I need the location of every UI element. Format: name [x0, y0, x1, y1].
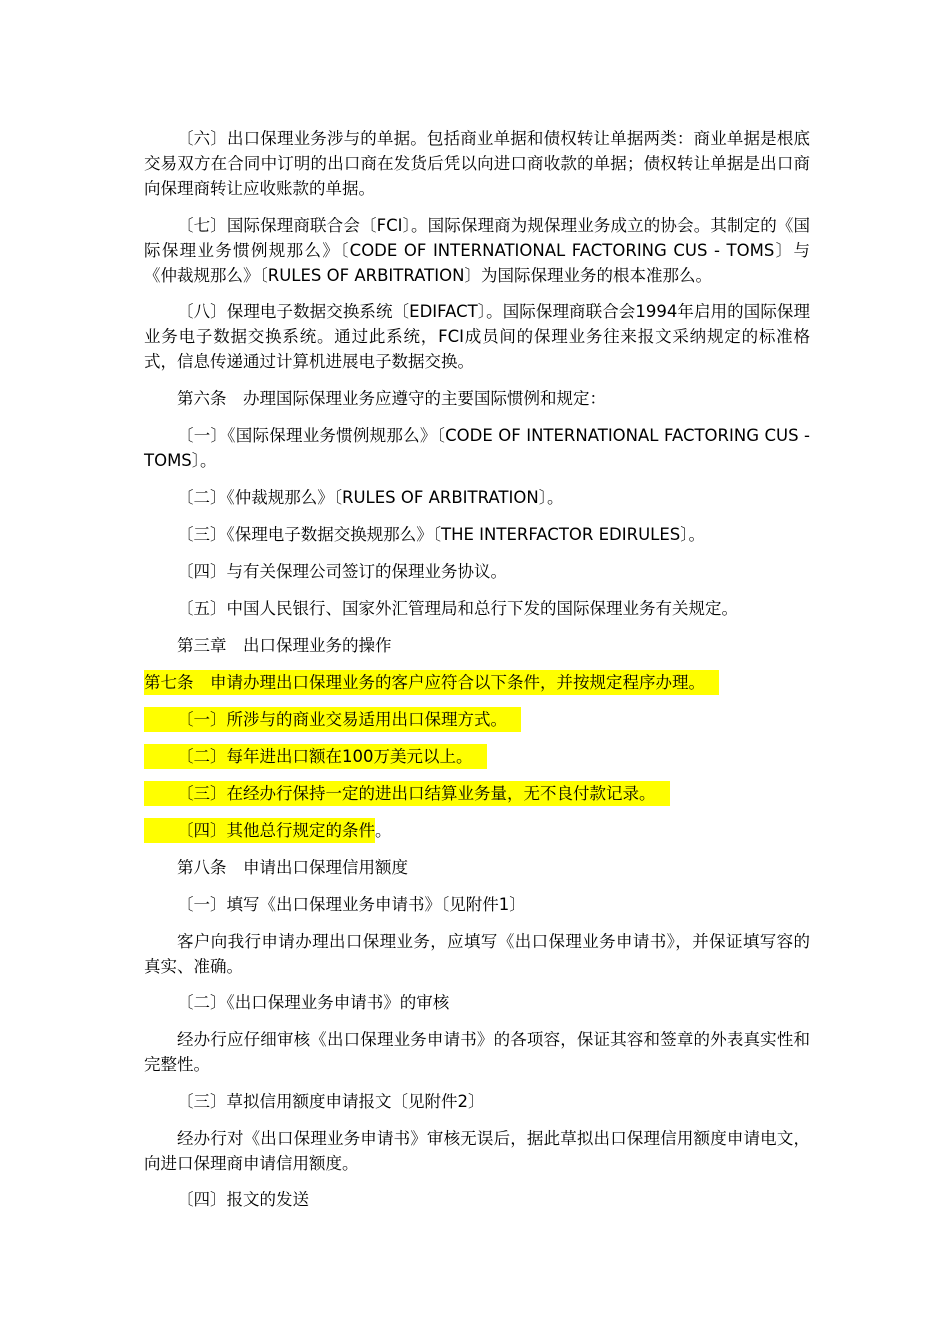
- trailing-period: 。: [375, 821, 392, 840]
- highlighted-text: 〔二〕每年进出口额在100万美元以上。: [144, 744, 487, 769]
- article-6-item-1: 〔一〕《国际保理业务惯例规那么》〔CODE OF INTERNATIONAL FACTORING CUS - TOMS〕。: [144, 426, 810, 470]
- article-8-item-2: 〔二〕《出口保理业务申请书》的审核: [177, 993, 450, 1012]
- chapter-3-heading: 第三章 出口保理业务的操作: [177, 636, 392, 655]
- article-6-item-4: 〔四〕与有关保理公司签订的保理业务协议。: [177, 562, 507, 581]
- highlighted-text: 〔一〕所涉与的商业交易适用出口保理方式。: [144, 707, 521, 732]
- paragraph-6-documents: 〔六〕出口保理业务涉与的单据。包括商业单据和债权转让单据两类：商业单据是根底交易双方在合同中订明的出口商在发货后凭以向进口商收款的单据；债权转让单据是出口商向保理商转让应收账款的单据。: [144, 129, 810, 198]
- highlighted-text: 〔四〕其他总行规定的条件: [144, 818, 375, 843]
- highlighted-text: 第七条 申请办理出口保理业务的客户应符合以下条件，并按规定程序办理。: [144, 670, 719, 695]
- article-8-item-2-body: 经办行应仔细审核《出口保理业务申请书》的各项容，保证其容和签章的外表真实性和完整性。: [144, 1030, 810, 1074]
- article-6-heading: 第六条 办理国际保理业务应遵守的主要国际惯例和规定：: [177, 389, 606, 408]
- article-6-item-2: 〔二〕《仲裁规那么》〔RULES OF ARBITRATION〕。: [177, 488, 564, 507]
- paragraph-8-edifact: 〔八〕保理电子数据交换系统〔EDIFACT〕。国际保理商联合会1994年启用的国际保理业务电子数据交换系统。通过此系统，FCI成员间的保理业务往来报文采纳规定的标准格式，信息传递通过计算机进展电子数据交换。: [144, 302, 810, 371]
- article-7-item-2: [144, 744, 810, 769]
- article-6-item-3: 〔三〕《保理电子数据交换规那么》〔THE INTERFACTOR EDIRULES〕。: [177, 525, 705, 544]
- article-8-item-1-body: 客户向我行申请办理出口保理业务，应填写《出口保理业务申请书》，并保证填写容的真实、准确。: [144, 932, 810, 976]
- highlighted-text: 〔三〕在经办行保持一定的进出口结算业务量，无不良付款记录。: [144, 781, 670, 806]
- article-8-item-3: 〔三〕草拟信用额度申请报文〔见附件2〕: [177, 1092, 485, 1111]
- article-8-item-1: 〔一〕填写《出口保理业务申请书》〔见附件1〕: [177, 895, 526, 914]
- article-7-item-1: [144, 707, 810, 732]
- article-8-item-3-body: 经办行对《出口保理业务申请书》审核无误后，据此草拟出口保理信用额度申请电文，向进口保理商申请信用额度。: [144, 1129, 810, 1173]
- article-6-item-5: 〔五〕中国人民银行、国家外汇管理局和总行下发的国际保理业务有关规定。: [177, 599, 738, 618]
- article-7-heading: [144, 670, 810, 695]
- article-8-item-4: 〔四〕报文的发送: [177, 1190, 309, 1209]
- paragraph-7-fci: 〔七〕国际保理商联合会〔FCI〕。国际保理商为规保理业务成立的协会。其制定的《国际保理业务惯例规那么》〔CODE OF INTERNATIONAL FACTORING CUS - TOMS〕与《仲裁规那么》〔RULES OF ARBITRATION〕为国际保理业务的根本准那么。: [144, 216, 810, 285]
- article-8-heading: 第八条 申请出口保理信用额度: [177, 858, 408, 877]
- article-7-item-3: [144, 781, 810, 806]
- article-7-item-4: [144, 818, 810, 843]
